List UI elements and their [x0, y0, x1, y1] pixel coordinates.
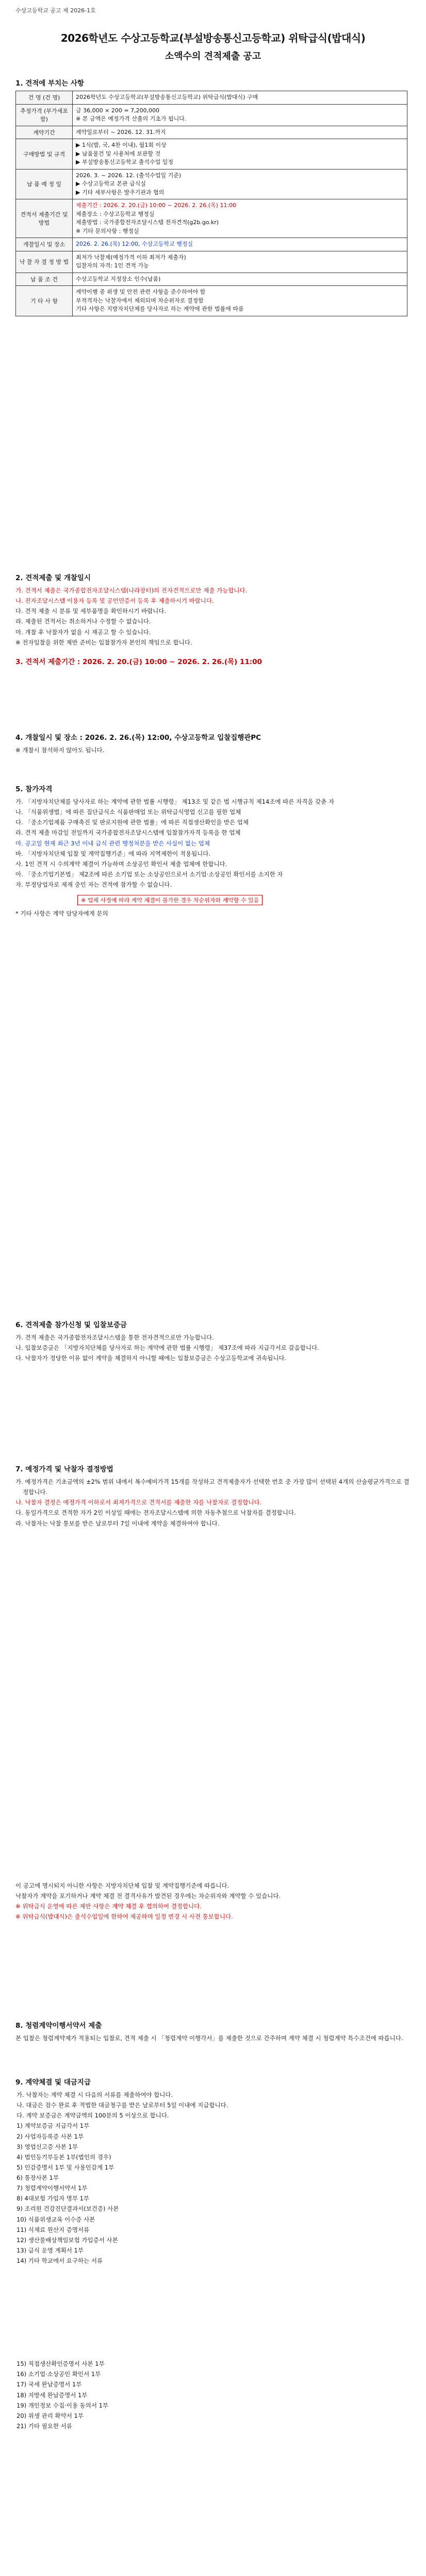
section-7-heading: 7. 예정가격 및 낙찰자 결정방법: [15, 1465, 113, 1473]
info-row-line: 2026. 2. 26.(목) 12:00, 수상고등학교 행정실: [76, 241, 193, 247]
section-9-line: 8) 4대보험 가입자 명부 1부: [17, 2195, 90, 2202]
section-9-line: 3) 영업신고증 사본 1부: [17, 2143, 78, 2150]
section-7-line: 다. 동일가격으로 견적한 자가 2인 이상일 때에는 전자조달시스템에 의한 자동추첨으로 낙찰자를 결정합니다.: [15, 1509, 296, 1517]
info-row-line: 입찰자의 자격: 1인 견적 가능: [76, 262, 149, 269]
info-row-line: 제출장소 : 수상고등학교 행정실: [76, 210, 155, 217]
section-5-line: 아. 「중소기업기본법」 제2조에 따른 소기업 또는 소상공인으로서 소기업·소상공인 확인서를 소지한 자: [15, 870, 283, 878]
page-subtitle: 소액수의 견적제출 공고: [165, 51, 261, 62]
tail-line: ※ 위탁급식(밥대식)은 출석수업일에 한하여 제공하며 일정 변경 시 사전 통보합니다.: [15, 1913, 233, 1921]
info-row-line: 제출방법 : 국가종합전자조달시스템 전자견적(g2b.go.kr): [76, 219, 219, 226]
info-row-value: [73, 251, 407, 273]
info-row: [16, 286, 407, 316]
tail-line: 이 공고에 명시되지 아니한 사항은 지방자치단체 입찰 및 계약집행기준에 따릅니다.: [15, 1882, 230, 1889]
section-5-line: 바. 「지방자치단체 입찰 및 계약집행기준」에 따라 지역제한이 적용됩니다.: [15, 850, 211, 857]
section-9-line: 7) 청렴계약이행서약서 1부: [17, 2184, 88, 2192]
submission-period: 3. 견적서 제출기간 : 2026. 2. 20.(금) 10:00 ~ 2026. 2. 26.(목) 11:00: [15, 657, 262, 666]
section-5-line: 나. 「식품위생법」에 따른 집단급식소 식품판매업 또는 위탁급식영업 신고를 필한 업체: [15, 808, 241, 816]
section-9-line: 나. 대금은 검수 완료 후 적법한 대금청구를 받은 날로부터 5일 이내에 지급합니다.: [17, 2102, 228, 2109]
info-row-label: 구매방법 및 규격: [16, 139, 73, 170]
tail-line: ※ 위탁급식 운영에 따른 제반 사항은 계약 체결 후 협의하여 결정합니다.: [15, 1903, 202, 1910]
section-2-line: 마. 개찰 후 낙찰자가 없을 시 재공고 할 수 있습니다.: [15, 628, 151, 636]
section-5-line: 마. 공고일 현재 최근 3년 이내 급식 관련 행정처분을 받은 사실이 없는 업체: [15, 839, 210, 847]
section-5-heading: 5. 참가자격: [15, 785, 53, 793]
section-9-line: 17) 국세 완납증명서 1부: [17, 2381, 82, 2388]
info-row-value: [73, 91, 407, 105]
info-row-line: 2026학년도 수상고등학교(부설방송통신고등학교) 위탁급식(밥대식) 구매: [76, 94, 258, 100]
info-row-label: 개찰일시 및 장소: [16, 238, 73, 251]
section-9-line: 가. 낙찰자는 계약 체결 시 다음의 서류를 제출하여야 합니다.: [17, 2091, 173, 2098]
section-8: [15, 2020, 411, 2043]
section-9-line: 1) 계약보증금 지급각서 1부: [17, 2122, 90, 2130]
section-7-body: [15, 1477, 411, 1529]
section-8-heading: 8. 청렴계약이행서약서 제출: [15, 2022, 102, 2030]
section-6-line: 나. 입찰보증금은 「지방자치단체를 당사자로 하는 계약에 관한 법률 시행령」 제37조에 따라 지급각서로 갈음합니다.: [15, 1344, 319, 1352]
section-9-line: 10) 식품위생교육 이수증 사본: [17, 2215, 95, 2223]
info-row-line: ▶ 수상고등학교 본관 급식실: [76, 180, 146, 187]
info-row: [16, 104, 407, 126]
info-row: [16, 273, 407, 286]
info-row-line: 금 36,000 × 200 = 7,200,000: [76, 107, 160, 114]
section-6: [15, 1319, 411, 1363]
section-9-line: 14) 기타 학교에서 요구하는 서류: [17, 2257, 103, 2264]
info-row-line: 수상고등학교 지정장소 인수(납품): [76, 275, 161, 282]
section-9-line: 2) 사업자등록증 사본 1부: [17, 2132, 84, 2140]
section-5: [15, 783, 411, 919]
info-row: [16, 251, 407, 273]
section-2-body: [15, 585, 411, 648]
page-title: 2026학년도 수상고등학교(부설방송통신고등학교) 위탁급식(밥대식): [60, 32, 366, 44]
section-9-line: 15) 직접생산확인증명서 사본 1부: [17, 2360, 105, 2368]
info-row-value: [73, 273, 407, 286]
section-7-line: 라. 낙찰자는 낙찰 통보를 받은 날로부터 7일 이내에 계약을 체결하여야 합니다.: [15, 1519, 220, 1527]
info-row-value: [73, 169, 407, 199]
section-6-body: [15, 1332, 411, 1363]
section-5-line: 자. 부정당업자로 제재 중인 자는 견적에 참가할 수 없습니다.: [15, 881, 172, 888]
announcement-number: 수상고등학교 공고 제 2026-1호: [15, 7, 96, 14]
info-row-label: 계약기간: [16, 126, 73, 139]
info-row-value: [73, 238, 407, 251]
info-row-line: 계약이행 중 위생 및 안전 관련 사항을 준수하여야 함: [76, 289, 206, 295]
info-row-line: 부적격자는 낙찰자에서 제외되며 차순위자로 결정함: [76, 297, 204, 304]
info-row-line: 계약일로부터 ~ 2026. 12. 31.까지: [76, 128, 166, 135]
info-row-line: 2026. 3. ~ 2026. 12. (출석수업일 기준): [76, 172, 182, 179]
info-row-value: [73, 126, 407, 139]
section-7-line: 가. 예정가격은 기초금액의 ±2% 범위 내에서 복수예비가격 15개를 작성하고 견적제출자가 선택한 번호 중 가장 많이 선택된 4개의 산술평균가격으로 결정합니다.: [15, 1478, 409, 1496]
section-9-line: 20) 위생 관리 확약서 1부: [17, 2412, 84, 2419]
info-row-label: 납 품 예 정 일: [16, 169, 73, 199]
section-5-line: 가. 「지방자치단체를 당사자로 하는 계약에 관한 법률 시행령」 제13조 및 같은 법 시행규칙 제14조에 따른 자격을 갖춘 자: [15, 798, 334, 805]
info-row-label: 납 품 조 건: [16, 273, 73, 286]
section-9-line: 18) 지방세 완납증명서 1부: [17, 2391, 88, 2399]
section-7-tail-body: [15, 1880, 411, 1922]
info-row-line: ▶ 1식(밥, 국, 4찬 이내), 월1회 이상: [76, 142, 167, 148]
info-row-line: ※ 기타 문의사항 : 행정실: [76, 227, 139, 234]
section-2: [15, 572, 411, 669]
section-2-line: 가. 견적서 제출은 국가종합전자조달시스템(나라장터)의 전자견적으로만 제출 가능합니다.: [15, 587, 248, 594]
info-row-line: ※ 본 금액은 예정가격 산출의 기초가 됩니다.: [76, 115, 187, 122]
section-9-line: 다. 계약 보증금은 계약금액의 100분의 5 이상으로 합니다.: [17, 2112, 169, 2120]
section-9-heading: 9. 계약체결 및 대금지급: [15, 2078, 91, 2087]
section-1-heading: 1. 견적에 부치는 사항: [15, 79, 84, 88]
info-row-label: 낙 찰 자 결 정 방 법: [16, 251, 73, 273]
section-5-closing: * 기타 사항은 계약 담당자에게 문의: [15, 910, 108, 918]
section-9-line: 13) 급식 운영 계획서 1부: [17, 2246, 84, 2254]
info-row-line: ▶ 부설방송통신고등학교 출석수업 일정: [76, 159, 173, 165]
info-row-line: 기타 사항은 지방자치단체를 당사자로 하는 계약에 관한 법률에 따름: [76, 306, 244, 312]
tail-line: 낙찰자가 계약을 포기하거나 계약 체결 전 결격사유가 발견된 경우에는 차순위자와 계약할 수 있습니다.: [15, 1892, 281, 1900]
section-5-line: 라. 견적 제출 마감일 전일까지 국가종합전자조달시스템에 입찰참가자격 등록을 한 업체: [15, 829, 241, 837]
info-row-label: 건 명 (건 명): [16, 91, 73, 105]
info-row: [16, 169, 407, 199]
info-row: [16, 139, 407, 170]
section-1: [15, 77, 411, 316]
section-5-box-note: ※ 업체 사정에 따라 계약 체결이 불가한 경우 차순위자와 계약할 수 있음: [77, 895, 263, 905]
info-row-line: ▶ 납품물건 및 사용처에 보관할 것: [76, 150, 161, 157]
section-8-body: [15, 2033, 411, 2043]
info-row: [16, 238, 407, 251]
section-5-body: [15, 796, 411, 890]
info-row: [16, 199, 407, 238]
section-9-line: 11) 식재료 원산지 증명서류: [17, 2226, 90, 2233]
section-7: [15, 1463, 411, 1529]
section-9-body: [15, 2090, 411, 2431]
info-row-value: [73, 104, 407, 126]
info-row: [16, 126, 407, 139]
section-9-line: 19) 개인정보 수집·이용 동의서 1부: [17, 2401, 109, 2409]
info-row-line: 제출기간 : 2026. 2. 20.(금) 10:00 ~ 2026. 2. 26.(목) 11:00: [76, 202, 237, 209]
section-8-line: 본 입찰은 청렴계약제가 적용되는 입찰로, 견적 제출 시 「청렴계약 이행각서」를 제출한 것으로 간주하며 계약 체결 시 청렴계약 특수조건에 따릅니다.: [15, 2035, 403, 2042]
info-row-label: 견적서 제출기간 및 방법: [16, 199, 73, 238]
section-9-line: 9) 조리원 건강진단결과서(보건증) 사본: [17, 2205, 119, 2213]
section-5-line: 사. 1인 견적 시 수의계약 체결이 가능하며 소상공인 확인서 제출 업체에 한합니다.: [15, 860, 227, 868]
info-row-line: 최저가 낙찰제(예정가격 이하 최저가 제출자): [76, 253, 186, 261]
section-7-line: 나. 낙찰자 결정은 예정가격 이하로서 최저가격으로 견적서를 제출한 자를 낙찰자로 결정합니다.: [15, 1499, 262, 1506]
section-6-line: 다. 낙찰자가 정당한 이유 없이 계약을 체결하지 아니할 때에는 입찰보증금은 수상고등학교에 귀속됩니다.: [15, 1354, 287, 1362]
section-9: [15, 2076, 411, 2431]
info-row-line: ▶ 기타 세부사항은 발주기관과 협의: [76, 189, 165, 196]
section-9-line: 12) 생산물배상책임보험 가입증서 사본: [17, 2236, 118, 2244]
section-5-line: 다. 「중소기업제품 구매촉진 및 판로지원에 관한 법률」에 따른 직접생산확인을 받은 업체: [15, 819, 249, 826]
info-row-value: [73, 199, 407, 238]
info-row-label: 추정가격 (부가세포함): [16, 104, 73, 126]
section-9-line: 21) 기타 필요한 서류: [17, 2422, 72, 2430]
info-row-value: [73, 286, 407, 316]
section-9-line: 16) 소기업·소상공인 확인서 1부: [17, 2370, 101, 2378]
info-row: [16, 91, 407, 105]
section-2-line: 라. 제출된 견적서는 취소하거나 수정할 수 없습니다.: [15, 618, 151, 625]
section-2-line: 다. 견적 제출 시 분류 및 세부품명을 확인하시기 바랍니다.: [15, 607, 167, 615]
section-6-line: 가. 견적 제출은 국가종합전자조달시스템을 통한 전자견적으로만 가능합니다.: [15, 1334, 214, 1341]
section-9-line: 6) 통장사본 1부: [17, 2174, 59, 2181]
section-2-heading: 2. 견적제출 및 개찰일시: [15, 574, 91, 582]
section-4-heading: 4. 개찰일시 및 장소 : 2026. 2. 26.(목) 12:00, 수상고등학교 입찰집행관PC: [15, 734, 261, 742]
section-2-line: ※ 전자입찰을 위한 제반 준비는 입찰참가자 본인의 책임으로 합니다.: [15, 638, 192, 646]
title-block: [0, 30, 426, 62]
section-6-heading: 6. 견적제출 참가신청 및 입찰보증금: [15, 1321, 127, 1329]
section-7-tail: [15, 1880, 411, 1922]
info-row-value: [73, 139, 407, 170]
info-row-label: 기 타 사 항: [16, 286, 73, 316]
section-9-line: 4) 법인등기부등본 1부(법인의 경우): [17, 2153, 111, 2161]
section-2-line: 나. 전자조달시스템 이용자 등록 및 공인인증서 등록 후 제출하시기 바랍니다.: [15, 597, 214, 605]
info-table: [15, 91, 407, 316]
section-4: [15, 732, 411, 755]
section-4-note: ※ 개찰시 참석하지 않아도 됩니다.: [15, 747, 105, 754]
section-9-line: 5) 인감증명서 1부 및 사용인감계 1부: [17, 2163, 114, 2171]
